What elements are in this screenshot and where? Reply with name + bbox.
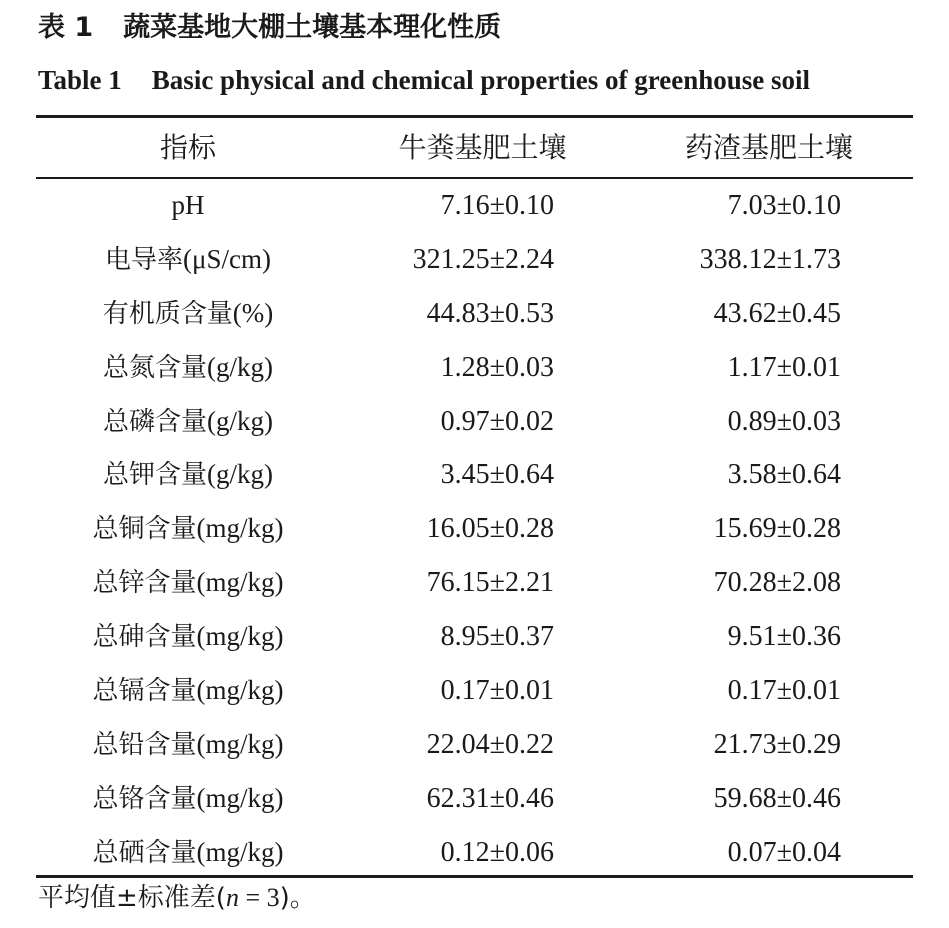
row-value-cow-manure: 44.83±0.53 — [426, 297, 554, 329]
row-metric-name: 电导率 — [105, 244, 184, 275]
table-title-en: Basic physical and chemical properties of greenhouse soil — [151, 65, 811, 95]
table-label-cn: 表 1 — [38, 12, 94, 43]
table-row — [36, 826, 913, 880]
row-value-herb-residue: 21.73±0.29 — [713, 728, 841, 760]
row-metric-cell — [36, 664, 340, 718]
header-herb-residue-soil: 药渣基肥土壤 — [684, 131, 853, 164]
row-metric-unit: (mg/kg) — [196, 836, 284, 867]
table-row — [36, 179, 913, 233]
footnote-suffix: )。 — [279, 883, 316, 913]
table-caption-english — [38, 64, 810, 96]
row-metric-unit: (mg/kg) — [196, 621, 284, 652]
footnote-equals: = 3 — [238, 883, 280, 912]
row-value-herb-residue: 70.28±2.08 — [713, 567, 841, 599]
table-top-rule — [36, 115, 913, 118]
table-caption-chinese — [38, 12, 501, 44]
row-metric-cell — [36, 772, 340, 826]
table-body — [36, 179, 913, 880]
table-title-cn: 蔬菜基地大棚土壤基本理化性质 — [123, 12, 502, 43]
row-value-cow-manure: 321.25±2.24 — [412, 243, 554, 275]
table-row — [36, 287, 913, 341]
row-value-cow-manure: 22.04±0.22 — [426, 728, 554, 760]
row-metric-name: 总砷含量 — [92, 622, 197, 653]
table-row — [36, 448, 913, 502]
row-metric-cell — [36, 718, 340, 772]
row-metric-cell — [36, 826, 340, 880]
table-row — [36, 610, 913, 664]
row-metric-cell — [36, 448, 340, 502]
row-metric-name: 总铬含量 — [92, 783, 197, 814]
row-metric-cell — [36, 233, 340, 287]
row-metric-unit: (g/kg) — [207, 351, 273, 382]
row-metric-name: 总铜含量 — [92, 514, 197, 545]
row-metric-name: 总镉含量 — [92, 676, 197, 707]
table-row — [36, 395, 913, 449]
row-metric-cell — [36, 287, 340, 341]
row-metric-cell — [36, 502, 340, 556]
table-row — [36, 233, 913, 287]
row-metric-cell — [36, 341, 340, 395]
row-metric-cell — [36, 395, 340, 449]
row-value-cow-manure: 0.97±0.02 — [440, 405, 554, 437]
row-metric-unit: (mg/kg) — [196, 675, 284, 706]
row-metric-unit: (mg/kg) — [196, 513, 284, 544]
row-value-herb-residue: 15.69±0.28 — [713, 513, 841, 545]
row-value-herb-residue: 9.51±0.36 — [727, 621, 841, 653]
table-row — [36, 772, 913, 826]
row-value-herb-residue: 7.03±0.10 — [727, 190, 841, 221]
row-metric-cell — [36, 610, 340, 664]
row-value-herb-residue: 59.68±0.46 — [713, 782, 841, 814]
row-value-cow-manure: 16.05±0.28 — [426, 513, 554, 545]
row-metric-unit: (mg/kg) — [196, 728, 284, 759]
row-metric-name: 总锌含量 — [92, 568, 197, 599]
row-value-cow-manure: 62.31±0.46 — [426, 782, 554, 814]
row-metric-unit: (mg/kg) — [196, 567, 284, 598]
table-row — [36, 718, 913, 772]
table-label-en: Table 1 — [38, 65, 122, 95]
row-value-cow-manure: 7.16±0.10 — [440, 190, 554, 221]
table-row — [36, 664, 913, 718]
row-metric-unit: (g/kg) — [207, 459, 273, 490]
row-value-herb-residue: 0.17±0.01 — [727, 675, 841, 707]
row-value-cow-manure: 3.45±0.64 — [440, 459, 554, 491]
row-metric-name: 总钾含量 — [103, 460, 208, 491]
row-metric-cell — [36, 179, 340, 233]
row-value-herb-residue: 338.12±1.73 — [699, 243, 841, 275]
row-value-herb-residue: 1.17±0.01 — [727, 351, 841, 383]
table-row — [36, 502, 913, 556]
table-footnote — [38, 880, 316, 916]
row-metric-cell — [36, 556, 340, 610]
row-metric-name: 总硒含量 — [92, 837, 197, 868]
row-value-cow-manure: 8.95±0.37 — [440, 621, 554, 653]
row-metric-name: 总磷含量 — [103, 406, 208, 437]
row-value-cow-manure: 1.28±0.03 — [440, 351, 554, 383]
row-value-cow-manure: 76.15±2.21 — [426, 567, 554, 599]
row-metric-name: 总氮含量 — [103, 352, 208, 383]
row-value-cow-manure: 0.12±0.06 — [440, 836, 554, 868]
row-metric-name: pH — [171, 190, 205, 220]
row-value-herb-residue: 0.89±0.03 — [727, 405, 841, 437]
table-header-row — [36, 120, 913, 176]
row-metric-name: 总铅含量 — [92, 729, 197, 760]
row-value-cow-manure: 0.17±0.01 — [440, 675, 554, 707]
row-metric-unit: (μS/cm) — [183, 243, 271, 274]
header-cow-manure-soil: 牛粪基肥土壤 — [398, 131, 567, 164]
row-metric-name: 有机质含量 — [102, 298, 233, 329]
row-value-herb-residue: 3.58±0.64 — [727, 459, 841, 491]
table-bottom-rule — [36, 875, 913, 878]
row-value-herb-residue: 0.07±0.04 — [727, 836, 841, 868]
row-metric-unit: (%) — [232, 297, 274, 328]
row-metric-unit: (mg/kg) — [196, 782, 284, 813]
footnote-variable: n — [225, 883, 239, 912]
table-row — [36, 556, 913, 610]
table-row — [36, 341, 913, 395]
footnote-prefix: 平均值±标准差( — [38, 883, 226, 913]
row-value-herb-residue: 43.62±0.45 — [713, 297, 841, 329]
row-metric-unit: (g/kg) — [207, 405, 273, 436]
header-metric: 指标 — [159, 131, 216, 164]
